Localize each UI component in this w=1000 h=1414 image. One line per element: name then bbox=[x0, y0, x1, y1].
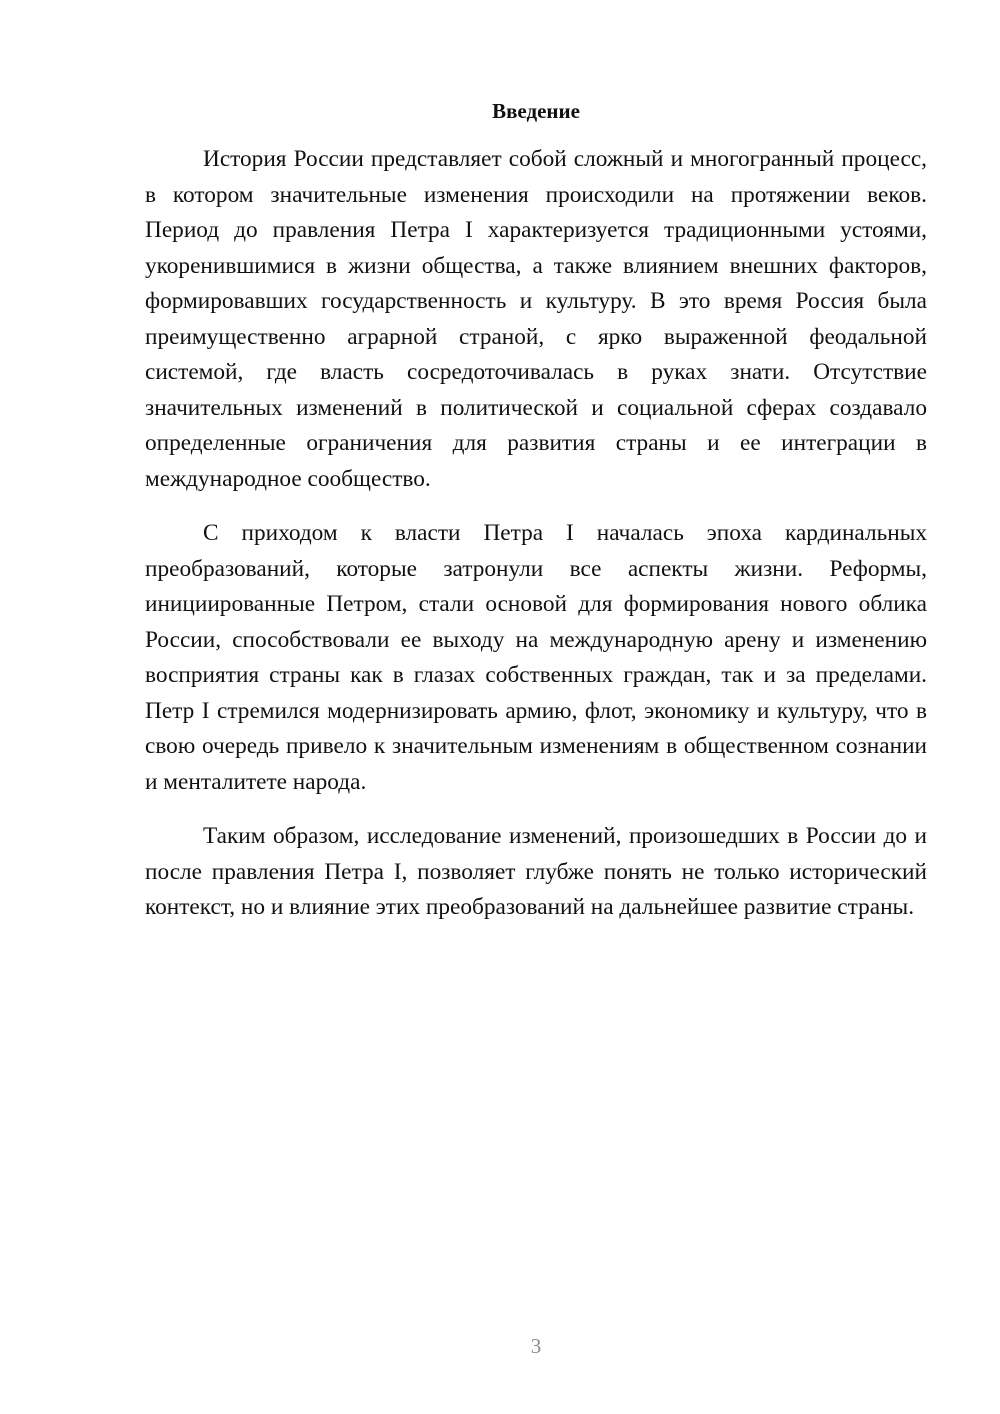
paragraph-2: С приходом к власти Петра I началась эпоха кардинальных преобразований, которые затронули все аспекты жизни. Реформы, инициированные Петром, стали основой для формирования нового облика России, способствовали ее выходу на международную арену и изменению восприятия страны как в глазах собственных граждан, так и за пределами. Петр I стремился модернизировать армию, флот, экономику и культуру, что в свою очередь привело к значительным изменениям в общественном сознании и менталитете народа. bbox=[145, 520, 927, 795]
section-heading: Введение bbox=[492, 99, 580, 123]
paragraph-1: История России представляет собой сложный и многогранный процесс, в котором значительные изменения происходили на протяжении веков. Период до правления Петра I характеризуется традиционными устоями, укоренившимися в жизни общества, а также влиянием внешних факторов, формировавших государственность и культуру. В это время Россия была преимущественно аграрной страной, с ярко выраженной феодальной системой, где власть сосредоточивалась в руках знати. Отсутствие значительных изменений в политической и социальной сферах создавало определенные ограничения для развития страны и ее интеграции в международное сообщество. bbox=[145, 146, 927, 492]
paragraph-3: Таким образом, исследование изменений, произошедших в России до и после правления Петра I, позволяет глубже понять не только исторический контекст, но и влияние этих преобразований на дальнейшее развитие страны. bbox=[145, 823, 927, 920]
page-number: 3 bbox=[530, 1334, 542, 1358]
body-text bbox=[145, 142, 927, 926]
